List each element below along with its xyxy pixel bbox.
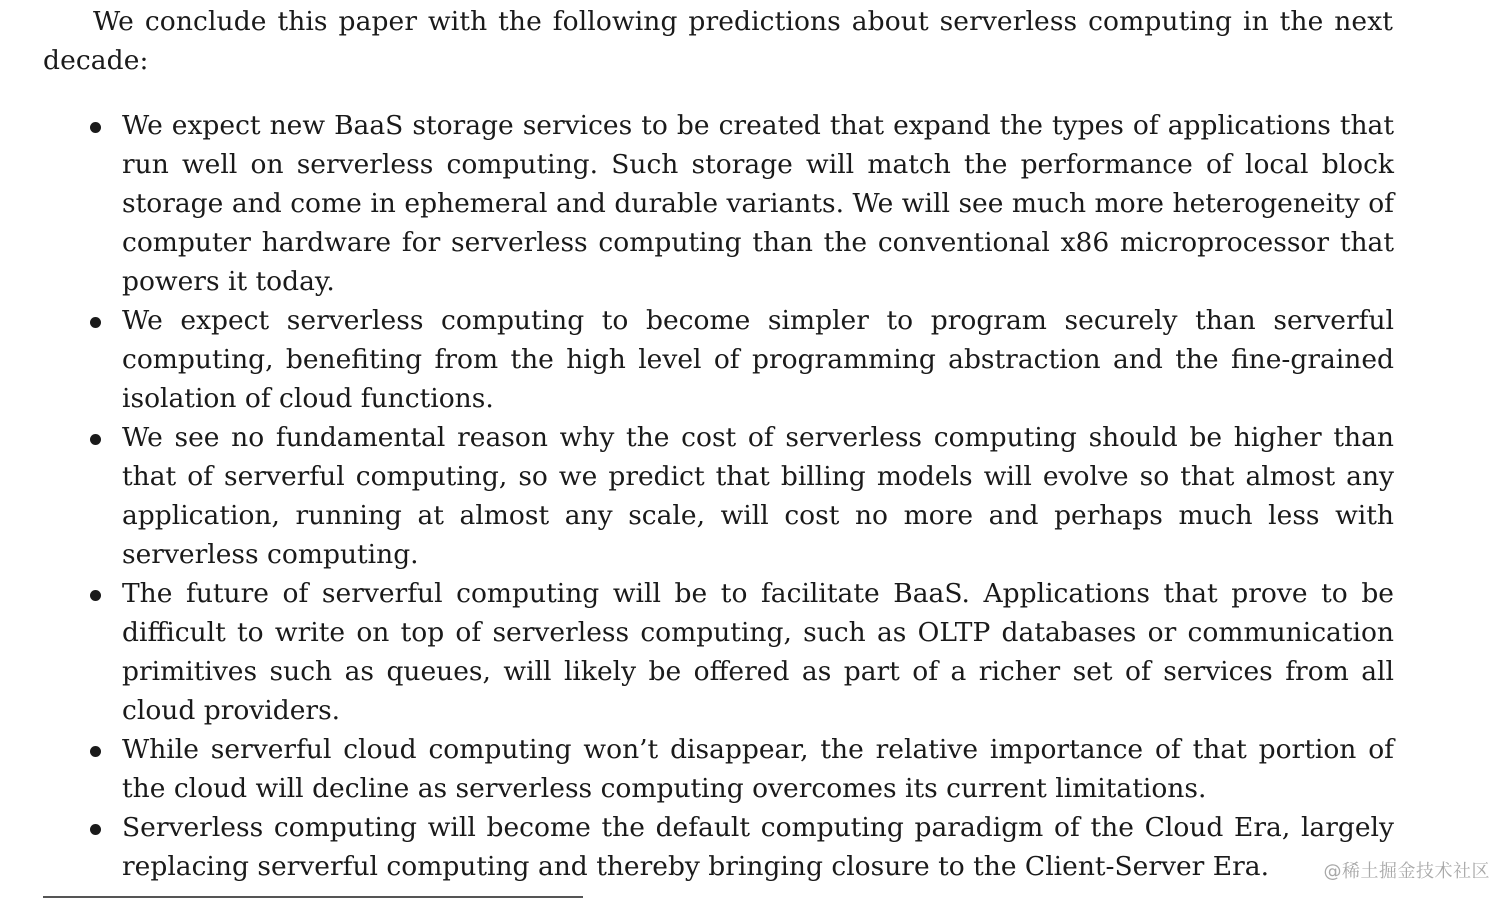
bullet-icon	[90, 590, 101, 601]
bullet-icon	[90, 122, 101, 133]
list-item	[122, 730, 1394, 808]
footnote-divider	[43, 896, 583, 898]
list-item-text: Serverless computing will become the default computing paradigm of the Cloud Era, largely replacing serverful computing and thereby bringing closure to the Client-Server Era.	[122, 812, 1394, 882]
bullet-icon	[90, 824, 101, 835]
list-item-text: We expect serverless computing to become simpler to program securely than serverful computing, benefiting from the high level of programming abstraction and the fine-grained isolation of cloud functions.	[122, 305, 1394, 414]
intro-paragraph: We conclude this paper with the following predictions about serverless computing in the next decade:	[43, 6, 1393, 76]
bullet-icon	[90, 317, 101, 328]
list-item	[122, 808, 1394, 886]
list-item	[122, 106, 1394, 301]
list-item	[122, 418, 1394, 574]
watermark: @稀土掘金技术社区	[1323, 861, 1490, 882]
list-item	[122, 301, 1394, 418]
list-item	[122, 574, 1394, 730]
list-item-text: The future of serverful computing will be to facilitate BaaS. Applications that prove to be difficult to write on top of serverless computing, such as OLTP databases or communication primitives such as queues, will likely be offered as part of a richer set of services from all cloud providers.	[122, 578, 1394, 726]
list-item-text: While serverful cloud computing won’t disappear, the relative importance of that portion of the cloud will decline as serverless computing overcomes its current limitations.	[122, 734, 1394, 804]
list-item-text: We expect new BaaS storage services to be created that expand the types of applications that run well on serverless computing. Such storage will match the performance of local block storage and come in ephemeral and durable variants. We will see much more heterogeneity of computer hardware for serverless computing than the conventional x86 microprocessor that powers it today.	[122, 110, 1394, 297]
predictions-list	[122, 106, 1394, 886]
bullet-icon	[90, 746, 101, 757]
list-item-text: We see no fundamental reason why the cost of serverless computing should be higher than that of serverful computing, so we predict that billing models will evolve so that almost any application, running at almost any scale, will cost no more and perhaps much less with serverless computing.	[122, 422, 1394, 570]
bullet-icon	[90, 434, 101, 445]
